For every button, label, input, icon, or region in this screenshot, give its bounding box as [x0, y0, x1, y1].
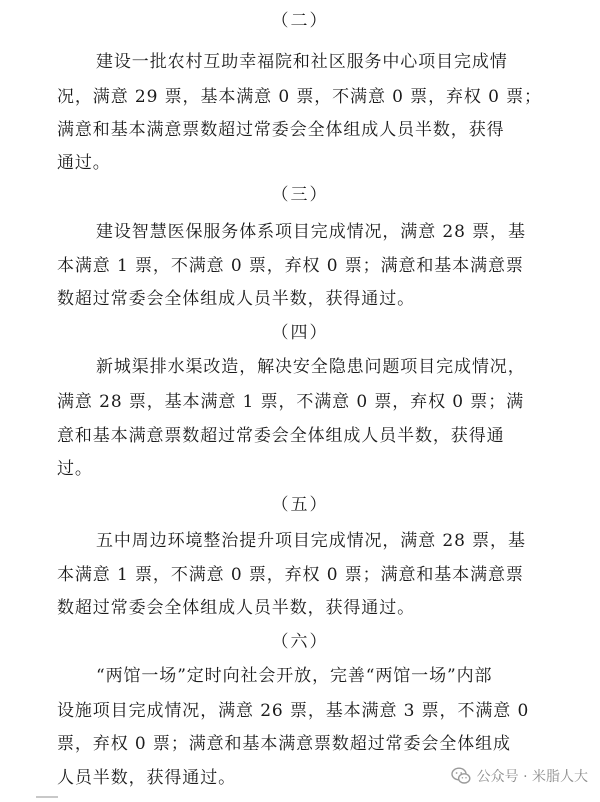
- section-heading-5: （五）: [271, 495, 329, 515]
- section-6-line-2: 设施项目完成情况，满意 26 票，基本满意 3 票，不满意 0: [57, 701, 530, 721]
- section-4-line-1: 新城渠排水渠改造，解决安全隐患问题项目完成情况，: [96, 357, 526, 377]
- section-5-line-3: 数超过常委会全体组成人员半数，获得通过。: [57, 598, 415, 618]
- section-3-line-2: 本满意 1 票，不满意 0 票，弃权 0 票；满意和基本满意票: [57, 256, 524, 276]
- section-6-line-4: 人员半数，获得通过。: [57, 768, 236, 788]
- section-2-line-3: 满意和基本满意票数超过常委会全体组成人员半数，获得: [57, 120, 505, 140]
- section-4-line-4: 过。: [57, 459, 93, 479]
- section-5-line-2: 本满意 1 票，不满意 0 票，弃权 0 票；满意和基本满意票: [57, 565, 524, 585]
- section-5-line-1: 五中周边环境整治提升项目完成情况，满意 28 票，基: [96, 531, 526, 551]
- wechat-icon: [451, 767, 471, 785]
- section-heading-6: （六）: [271, 632, 329, 652]
- section-heading-4: （四）: [271, 323, 329, 343]
- section-2-line-4: 通过。: [57, 153, 111, 173]
- section-2-line-1: 建设一批农村互助幸福院和社区服务中心项目完成情: [96, 52, 508, 72]
- section-4-line-3: 意和基本满意票数超过常委会全体组成人员半数，获得通: [57, 426, 505, 446]
- section-3-line-3: 数超过常委会全体组成人员半数，获得通过。: [57, 289, 415, 309]
- section-heading-3: （三）: [271, 185, 329, 205]
- section-4-line-2: 满意 28 票，基本满意 1 票，不满意 0 票，弃权 0 票；满: [57, 392, 525, 412]
- section-3-line-1: 建设智慧医保服务体系项目完成情况，满意 28 票，基: [96, 222, 526, 242]
- page-edge-mark: [36, 796, 58, 798]
- watermark-text: 公众号 · 米脂人大: [476, 769, 588, 785]
- section-2-line-2: 况，满意 29 票，基本满意 0 票，不满意 0 票，弃权 0 票；: [57, 87, 542, 107]
- wechat-watermark: [451, 766, 588, 786]
- section-heading-2: （二）: [271, 11, 329, 31]
- section-6-line-1: “两馆一场”定时向社会开放，完善“两馆一场”内部: [96, 666, 493, 686]
- section-6-line-3: 票，弃权 0 票；满意和基本满意票数超过常委会全体组成: [57, 734, 511, 754]
